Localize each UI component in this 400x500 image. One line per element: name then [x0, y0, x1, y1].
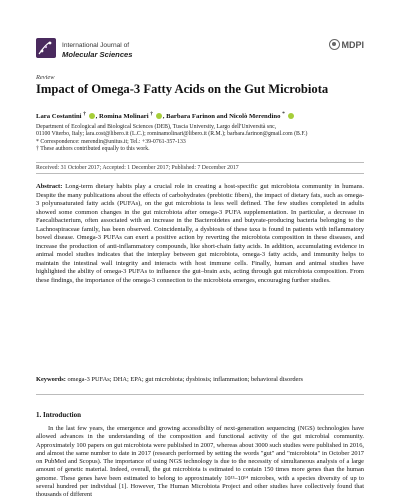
affiliation-block — [36, 124, 364, 153]
keywords-text: omega-3 PUFAs; DHA; EPA; gut microbiota; dysbiosis; inflammation; behavioral disorders — [67, 376, 303, 383]
author-mark: * — [282, 111, 285, 117]
publisher-logo — [329, 39, 365, 50]
journal-logo-icon — [36, 38, 56, 58]
orcid-icon[interactable] — [89, 113, 95, 119]
publisher-name: MDPI — [341, 40, 364, 50]
journal-name-line2: Molecular Sciences — [62, 50, 133, 59]
equal-contribution-note: † These authors contributed equally to this work. — [36, 145, 150, 152]
keywords-label: Keywords: — [36, 376, 66, 383]
author-name: Romina Molinari — [99, 113, 149, 121]
article-title: Impact of Omega-3 Fatty Acids on the Gut Microbiota — [36, 82, 329, 96]
orcid-icon[interactable] — [288, 113, 294, 119]
keywords — [36, 376, 364, 384]
intro-paragraph: In the last few years, the emergence and growing accessibility of next-generation sequencing (NGS) technologies have allowed advances in the understanding of the composition and functional activity of the gut microbial community. Approximately 100 papers on gut microbiota were published in 2007, whereas about 3000 such studies were published in 2016, and almost the same number to date in 2017 (research performed by setting the words "gut" and "microbiota" in October 2017 on PubMed and Scopus). The importance of using NGS technology is due to the necessity of simultaneous analysis of a large amount of genetic material. Indeed, overall, the gut microbiota is estimated to contain 150 times more genes than the human genome. These genes have been estimated to belong to approximately 10¹³–10¹⁴ microbes, with a species diversity of up to several hundred per individual [1]. However, The Human Microbiota Project and other studies have collectively found that thousands of different — [36, 425, 364, 499]
author-name: Barbara Farinon and Nicolò Merendino — [166, 113, 281, 121]
journal-name — [62, 41, 133, 59]
article-type: Review — [36, 74, 55, 81]
correspondence: * Correspondence: merendin@unitus.it; Tel.: +39-0761-357-133 — [36, 138, 186, 145]
mdpi-icon — [329, 39, 340, 50]
author-list: Lara Costantini † , Romina Molinari † , Barbara Farinon and Nicolò Merendino * — [36, 111, 366, 120]
author-name: Lara Costantini — [36, 113, 82, 121]
author-mark: † — [150, 111, 154, 117]
section-heading: 1. Introduction — [36, 411, 81, 419]
journal-name-line1: International Journal of — [62, 42, 130, 49]
author-mark: † — [83, 111, 86, 117]
affiliation-line: 01100 Viterbo, Italy; lara.cost@libero.it (L.C.); rominamolinari@libero.it (R.M.); barbara.farinon@gmail.com (B.F.) — [36, 131, 308, 138]
abstract-label: Abstract: — [36, 183, 63, 190]
orcid-icon[interactable] — [156, 113, 162, 119]
abstract — [36, 183, 364, 285]
affiliation-line: Department of Ecological and Biological Sciences (DEB), Tuscia University, Largo dell'Università snc, — [36, 124, 277, 130]
publication-dates: Received: 31 October 2017; Accepted: 1 December 2017; Published: 7 December 2017 — [36, 162, 364, 174]
abstract-text: Long-term dietary habits play a crucial role in creating a host-specific gut microbiota community in humans. Despite the many publications about the effects of carbohydrates (prebiotic fibers), the impact of dietary fats, such as omega-3 polyunsaturated fatty acids (PUFAs), on the gut microbiota is less well defined. The few studies completed in adults showed some common changes in the gut microbiota after omega-3 PUFA supplementation. In particular, a decrease in Faecalibacterium, often associated with an increase in the Bacteroidetes and butyrate-producing bacteria belonging to the Lachnospiraceae family, has been observed. Coincidentally, a dysbiosis of these taxa is found in patients with inflammatory bowel disease. Omega-3 PUFAs can exert a positive action by reverting the microbiota composition in these diseases, and increase the production of anti-inflammatory compounds, like short-chain fatty acids. In addition, accumulating evidence in animal model studies indicates that the interplay between gut microbiota, omega-3 fatty acids, and immunity helps to maintain the intestinal wall integrity and interacts with host immune cells. Finally, human and animal studies have highlighted the ability of omega-3 PUFAs to influence the gut–brain axis, acting through gut microbiota composition. From these findings, the importance of the omega-3 connection to the microbiota emerges, encouraging further studies. — [36, 183, 365, 284]
section-divider — [36, 394, 364, 395]
